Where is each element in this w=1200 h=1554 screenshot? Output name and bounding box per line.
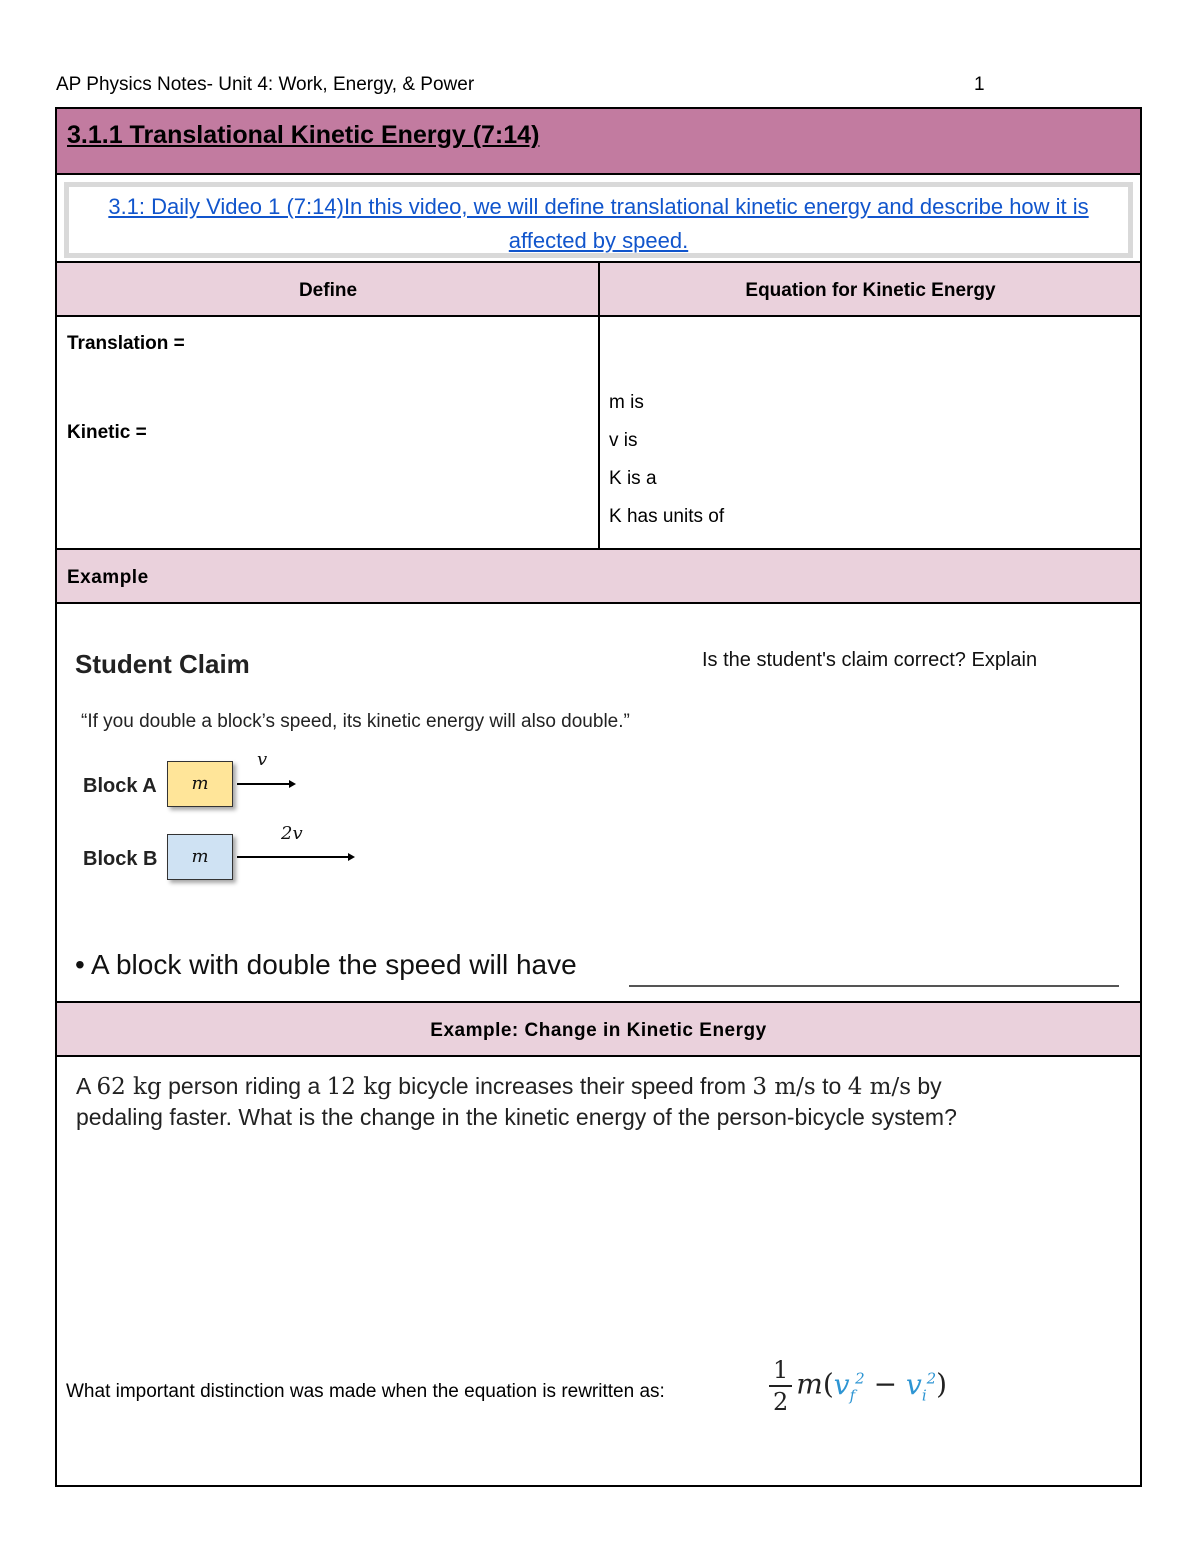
define-column-header: Define (298, 280, 358, 301)
example-header-row (57, 550, 1140, 604)
block-b: m (167, 834, 233, 880)
initial-speed: 3 m/s (752, 1074, 816, 1100)
speed-a-label: v (257, 749, 268, 770)
m-is-text: m is (609, 392, 644, 413)
example-header: Example (67, 567, 149, 588)
daily-video-link[interactable]: 3.1: Daily Video 1 (7:14)In this video, we will define translational kinetic energy and describe how it is affected by speed. (108, 194, 1089, 253)
section-title-band (57, 109, 1140, 175)
document-header-title: AP Physics Notes- Unit 4: Work, Energy, & Power (56, 74, 475, 95)
block-b-label: Block B (83, 848, 158, 870)
delta-ke-formula: $\frac{1}{2}$ $m(v_f^2 - v_i^2)$ (769, 1355, 947, 1417)
change-ke-problem: A 62 kg person riding a 12 kg bicycle increases their speed from 3 m/s to 4 m/s by pedaling faster. What is the change in the kinetic energy of the person-bicycle system? (76, 1073, 957, 1130)
final-speed: 4 m/s (847, 1074, 911, 1100)
change-ke-header: Example: Change in Kinetic Energy (430, 1020, 767, 1041)
claim-quote: “If you double a block’s speed, its kinetic energy will also double.” (81, 711, 630, 732)
block-a-label: Block A (83, 775, 157, 797)
one-half-fraction: $\frac{1}{2}$ (769, 1355, 792, 1417)
answer-blank-line[interactable] (629, 985, 1119, 987)
section-title: 3.1.1 Translational Kinetic Energy (7:14) (67, 121, 540, 149)
k-units-text: K has units of (609, 506, 725, 527)
kinetic-label: Kinetic = (67, 422, 147, 443)
claim-question: Is the student's claim correct? Explain (702, 649, 1038, 671)
equation-column-header: Equation for Kinetic Energy (745, 280, 996, 301)
bullet-statement: • A block with double the speed will have (75, 949, 577, 980)
speed-b-label: 2v (281, 823, 303, 844)
translation-label: Translation = (67, 333, 185, 354)
notes-table (55, 107, 1142, 1487)
change-ke-header-row (57, 1003, 1140, 1057)
v-is-text: v is (609, 430, 638, 451)
velocity-arrow-b (237, 850, 357, 864)
student-claim-title: Student Claim (75, 649, 250, 679)
block-a: m (167, 761, 233, 807)
distinction-question: What important distinction was made when the equation is rewritten as: (66, 1381, 665, 1402)
mass-person: 62 kg (96, 1074, 162, 1100)
velocity-arrow-a (237, 777, 297, 791)
page-number: 1 (974, 74, 985, 95)
k-is-a-text: K is a (609, 468, 657, 489)
video-link-box (64, 182, 1133, 258)
mass-bike: 12 kg (326, 1074, 392, 1100)
